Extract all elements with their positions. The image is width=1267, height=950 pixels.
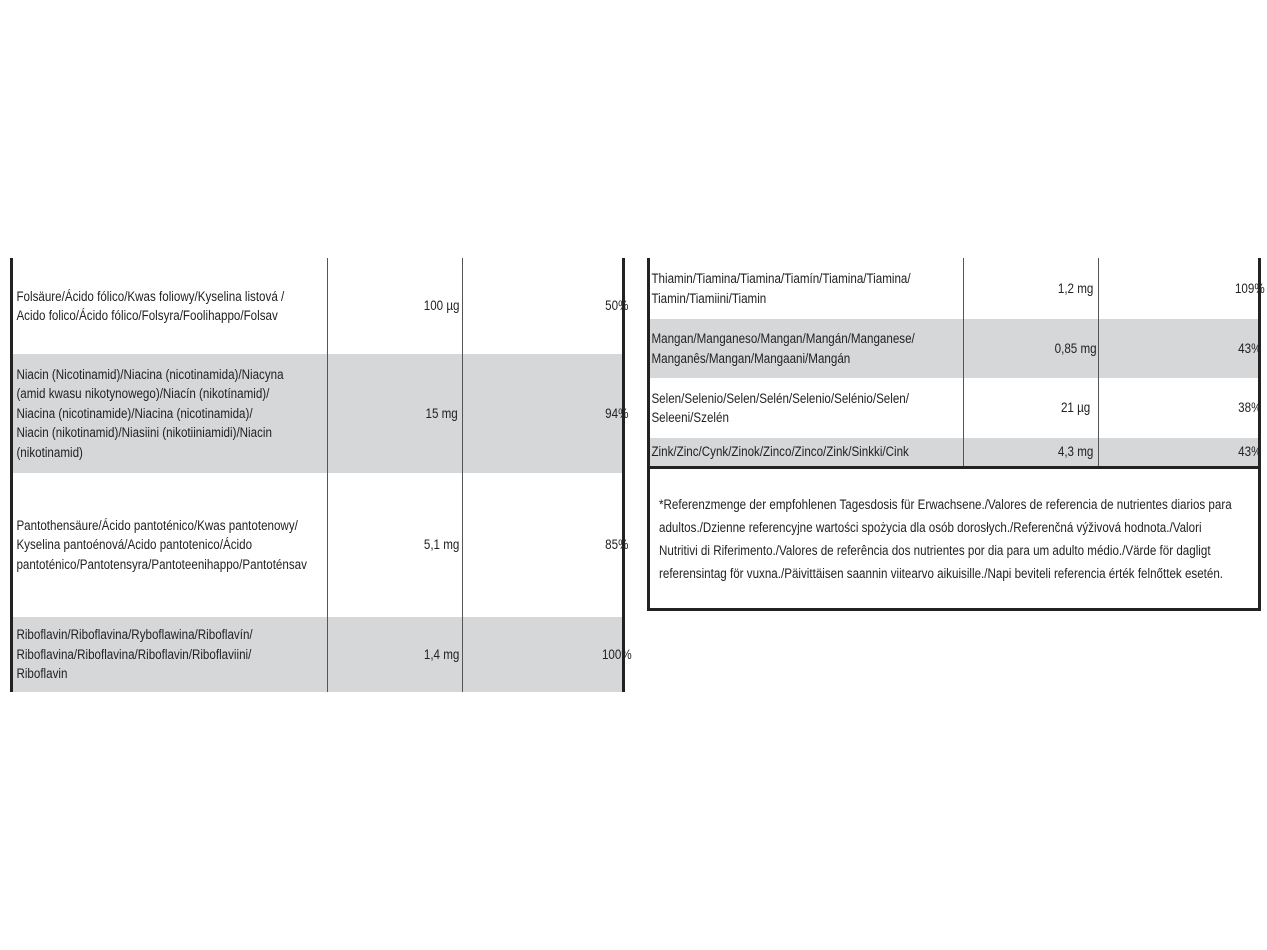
name-line: Riboflavin — [16, 666, 68, 682]
name-line: Niacin (nikotinamid)/Niasiini (nikotiiniamidi)/Niacin — [16, 425, 272, 441]
percent-value: 50% — [605, 298, 629, 314]
name-line: Thiamin/Tiamina/Tiamina/Tiamín/Tiamina/Tiamina/ — [651, 271, 911, 286]
percent-value: 100% — [601, 646, 632, 662]
table-divider-line — [647, 466, 1261, 469]
percent-value: 38% — [1238, 400, 1262, 416]
nutrient-name — [648, 378, 958, 438]
name-line: pantoténico/Pantotensyra/Pantoteenihappo/Pantoténsav — [16, 556, 307, 572]
column-divider — [963, 258, 964, 466]
footnote-line: Nutritivi di Riferimento./Valores de referência dos nutrientes por dia para um adulto médio./Värde för dagligt — [659, 543, 1211, 558]
name-line: Pantothensäure/Ácido pantoténico/Kwas pantotenowy/ — [16, 517, 298, 533]
amount-value: 1,4 mg — [423, 646, 460, 662]
name-line: Zink/Zinc/Cynk/Zinok/Zinco/Zinco/Zink/Sinkki/Cink — [651, 444, 909, 460]
name-line: Manganês/Mangan/Mangaani/Mangán — [651, 350, 851, 366]
footnote-line: adultos./Dzienne referencyjne wartości spożycia dla osób dorosłych./Referenčná výživová hodnota./Valori — [659, 520, 1202, 535]
name-line: Niacina (nicotinamide)/Niacina (nicotinamida)/ — [16, 405, 253, 421]
nutrient-name — [13, 473, 323, 617]
amount-value: 100 µg — [423, 298, 460, 314]
nutrient-name — [13, 354, 323, 473]
amount-value: 0,85 mg — [1054, 340, 1097, 356]
name-line: Folsäure/Ácido fólico/Kwas foliowy/Kyselina listová / — [16, 288, 285, 304]
amount-value: 21 µg — [1060, 400, 1091, 416]
amount-value: 4,3 mg — [1057, 444, 1094, 460]
name-line: Riboflavin/Riboflavina/Ryboflawina/Riboflavín/ — [16, 627, 253, 643]
name-line: Selen/Selenio/Selen/Selén/Selenio/Selénio/Selen/ — [651, 390, 909, 406]
name-line: Kyselina pantoénová/Acido pantotenico/Ácido — [16, 537, 253, 553]
footnote-line: *Referenzmenge der empfohlenen Tagesdosis für Erwachsene./Valores de referencia de nutrientes diarios para — [659, 497, 1232, 512]
name-line: Mangan/Manganeso/Mangan/Mangán/Manganese/ — [651, 331, 915, 346]
amount-value: 15 mg — [425, 405, 458, 421]
name-line: (nikotinamid) — [16, 444, 83, 460]
percent-value: 85% — [605, 537, 629, 553]
percent-value: 43% — [1238, 340, 1262, 356]
percent-value: 94% — [605, 405, 629, 421]
nutrient-name — [13, 258, 323, 354]
nutrient-name — [648, 319, 958, 378]
reference-footnote — [659, 493, 1252, 585]
nutrient-name — [648, 258, 958, 319]
name-line: Niacin (Nicotinamid)/Niacina (nicotinamida)/Niacyna — [16, 366, 284, 382]
footnote-line: referensintag för vuxna./Päivittäisen saannin viitearvo aikuisille./Napi beviteli referencia érték felnőttek esetén. — [659, 566, 1224, 581]
name-line: Seleeni/Szelén — [651, 410, 729, 425]
table-bottom-border — [647, 608, 1261, 611]
percent-value: 109% — [1234, 280, 1265, 296]
amount-value: 5,1 mg — [423, 537, 460, 553]
name-line: Acido folico/Ácido fólico/Folsyra/Foolihappo/Folsav — [16, 308, 278, 323]
column-divider — [327, 258, 328, 692]
name-line: Riboflavina/Riboflavina/Riboflavin/Riboflaviini/ — [16, 646, 252, 662]
name-line: (amid kwasu nikotynowego)/Niacín (nikotínamid)/ — [16, 386, 270, 402]
amount-value: 1,2 mg — [1057, 280, 1094, 296]
nutrient-name — [13, 617, 323, 692]
percent-value: 43% — [1238, 444, 1262, 460]
name-line: Tiamin/Tiamiini/Tiamin — [651, 290, 767, 306]
nutrient-name — [648, 438, 958, 466]
